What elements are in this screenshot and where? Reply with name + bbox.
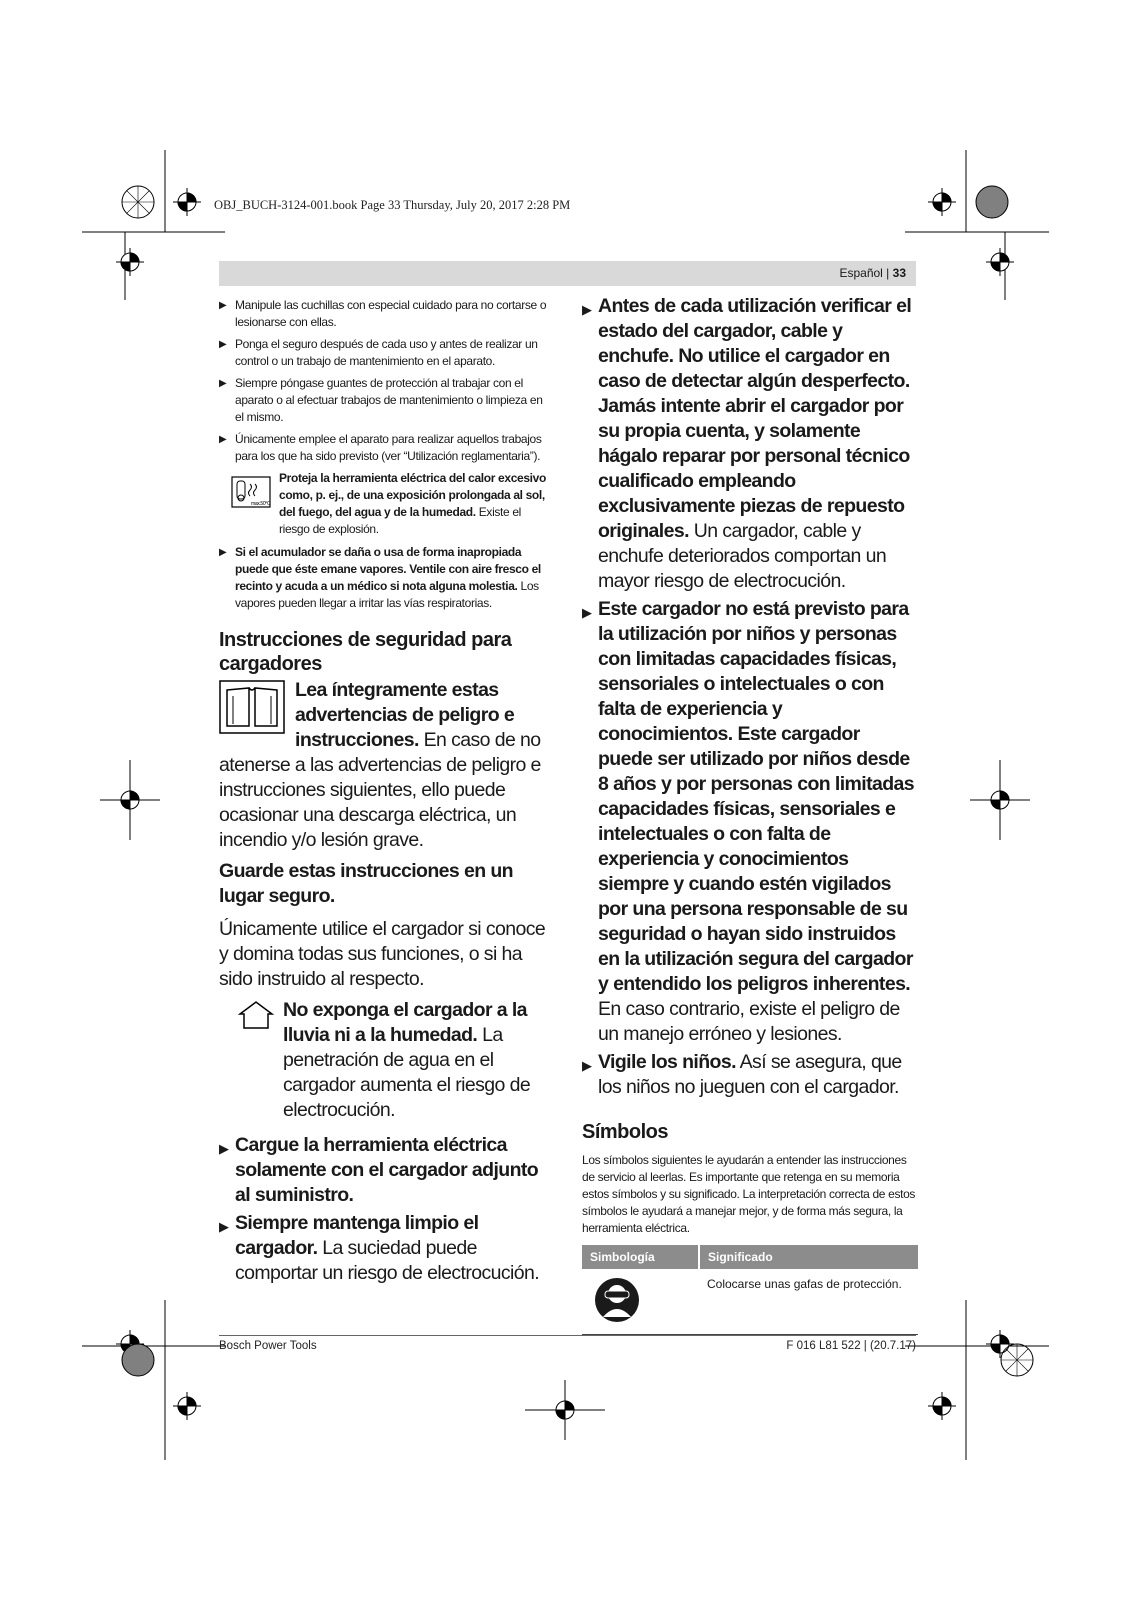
- heat-protection-icon: [231, 476, 271, 508]
- footer-left: Bosch Power Tools: [219, 1340, 317, 1352]
- indoor-use-icon: [237, 1000, 275, 1030]
- page-header-bar: [219, 261, 916, 286]
- small-bullets: [219, 297, 554, 465]
- book-info-line: OBJ_BUCH-3124-001.book Page 33 Thursday, July 20, 2017 2:28 PM: [214, 198, 571, 212]
- list-item: ▶ Vigile los niños. Así se asegura, que los niños no jueguen con el cargador.: [582, 1051, 902, 1098]
- list-item: ▶ Antes de cada utilización verificar el estado del cargador, cable y enchufe. No utilice el cargador en caso de detectar algún desperfecto. Jamás intente abrir el cargador por su propia cuenta, y solamente hágalo reparar por personal técnico cualificado empleando exclusivamente piezas de repuesto originales. Un cargador, cable y enchufe deteriorados comportan un mayor riesgo de electrocución.: [582, 295, 912, 592]
- section-title: Instrucciones de seguridad para cargadores: [219, 629, 512, 675]
- list-item: ▶ Ponga el seguro después de cada uso y antes de realizar un control o un trabajo de mantenimiento en el aparato.: [219, 337, 538, 368]
- list-item: ▶ Siempre póngase guantes de protección al trabajar con el aparato o al efectuar trabajos de mantenimiento o limpieza en el mismo.: [219, 376, 543, 424]
- battery-warning: ▶ Si el acumulador se daña o usa de forma inapropiada puede que éste emane vapores. Ventile con aire fresco el recinto y acuda a un médico si nota alguna molestia. Los vapores pueden llegar a irritar las vías respiratorias.: [219, 545, 541, 610]
- footer-right: F 016 L81 522 | (20.7.17): [786, 1340, 916, 1352]
- svg-text:max.50°C: max.50°C: [251, 501, 271, 507]
- list-item: ▶ Manipule las cuchillas con especial cuidado para no cortarse o lesionarse con ellas.: [219, 298, 547, 329]
- table-header-symbol: Simbología: [582, 1245, 699, 1269]
- read-manual-icon: [219, 680, 285, 734]
- list-item: ▶ Este cargador no está previsto para la utilización por niños y personas con limitadas capacidades físicas, sensoriales o intelectuales o con falta de experiencia y conocimientos. Este cargador puede ser utilizado por niños desde 8 años y por personas con limitadas capacidades físicas, sensoriales e intelectuales o con falta de experiencia y conocimientos siempre y cuando estén vigilados por una persona responsable de su seguridad o hayan sido instruidos en la utilización segura del cargador y entendido los peligros inherentes. En caso contrario, existe el peligro de un manejo erróneo y lesiones.: [582, 598, 915, 1045]
- only-use-paragraph: Únicamente utilice el cargador si conoce y domina todas sus funciones, o si ha sido instruido al respecto.: [219, 918, 546, 990]
- page-header: Español | 33: [839, 266, 906, 280]
- charger-bullets: [219, 1133, 554, 1286]
- table-header-meaning: Significado: [699, 1245, 918, 1269]
- safety-goggles-icon: [594, 1277, 640, 1323]
- heat-warning: max.50°C Proteja la herramienta eléctrica del calor excesivo como, p. ej., de una exposición prolongada al sol, del fuego, del agua y de la humedad. Existe el riesgo de explosión.: [219, 470, 554, 538]
- keep-instructions-title: Guarde estas instrucciones en un lugar seguro.: [219, 860, 513, 907]
- list-item: ▶ Siempre mantenga limpio el cargador. La suciedad puede comportar un riesgo de electrocución.: [219, 1212, 540, 1284]
- language-label: Español: [839, 266, 883, 280]
- symbols-intro: Los símbolos siguientes le ayudarán a entender las instrucciones de servicio al leerlas. Es importante que retenga en su memoria estos símbolos y su significado. La interpretación correcta de estos símbolos le ayudará a manejar mejor, y de forma más segura, la herramienta eléctrica.: [582, 1153, 916, 1235]
- rain-warning: No exponga el cargador a la lluvia ni a la humedad. La penetración de agua en el cargador aumenta el riesgo de electrocución.: [219, 998, 554, 1123]
- list-item: ▶ Únicamente emplee el aparato para realizar aquellos trabajos para los que ha sido previsto (ver “Utilización reglamentaria”).: [219, 432, 542, 463]
- read-instructions-block: Lea íntegramente estas advertencias de peligro e instrucciones. En caso de no atenerse a las advertencias de peligro e instrucciones siguientes, ello puede ocasionar una descarga eléctrica, un incendio y/o lesión grave.: [219, 679, 541, 851]
- footer-rule: [219, 1335, 916, 1336]
- table-row: Colocarse unas gafas de protección.: [582, 1269, 918, 1335]
- page-number: 33: [892, 266, 906, 280]
- left-column: [219, 297, 554, 1289]
- symbols-title: Símbolos: [582, 1121, 669, 1143]
- right-column: [582, 294, 916, 1335]
- list-item: ▶ Cargue la herramienta eléctrica solamente con el cargador adjunto al suministro.: [219, 1134, 539, 1206]
- symbols-table: [582, 1245, 918, 1335]
